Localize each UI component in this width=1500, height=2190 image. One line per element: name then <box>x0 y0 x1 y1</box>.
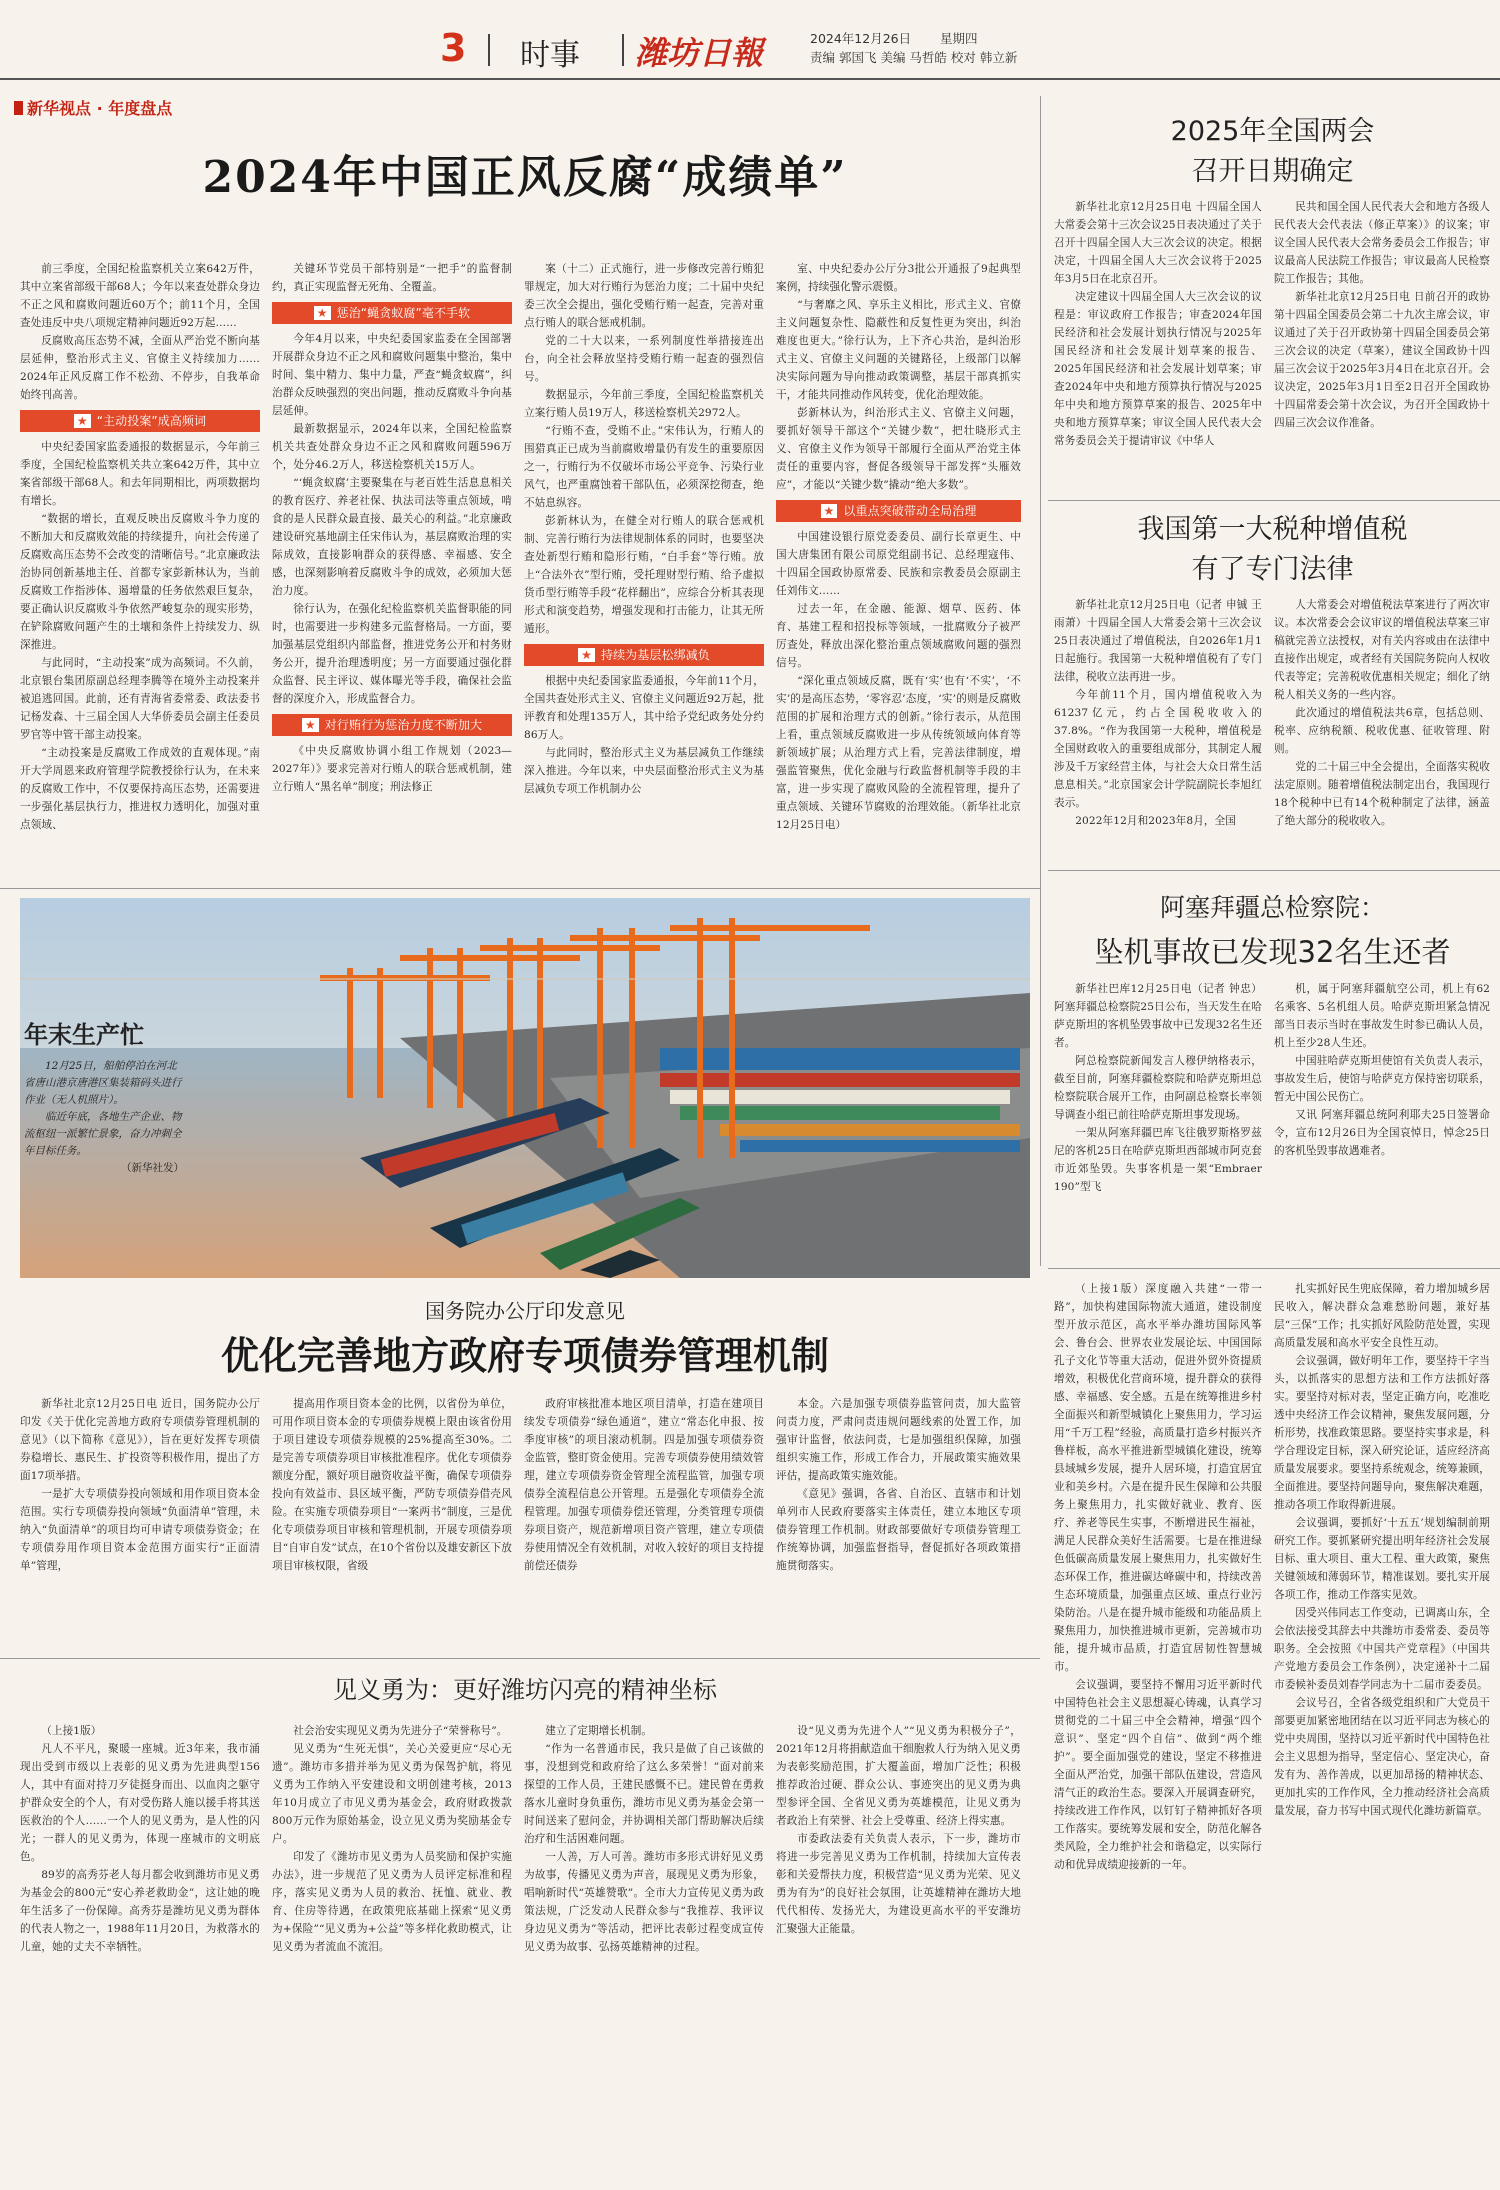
paragraph: 中央纪委国家监委通报的数据显示，今年前三季度，全国纪检监察机关共立案642万件，其中立案省部级干部68人。和去年同期相比，两项数据均有增长。 <box>20 441 260 507</box>
paragraph: （上接1版）深度融入共建“一带一路”，加快构建国际物流大通道，建设制度型开放示范区，高水平举办潍坊国际风筝会、鲁台会、世界农业发展论坛、中国国际孔子文化节等重大活动，促进外贸外资提质增效，积极优化营商环境，提升群众的获得感、幸福感、安全感。五是在统筹推进乡村全面振兴和新型城镇化上聚焦用力，学习运用“千万工程”经验，高质量打造乡村振兴齐鲁样板，高水平推进新型城镇化建设，统筹县域城乡发展，提升人居环境，打造宜居宜业和美乡村。六是在提升民生保障和公共服务上聚焦用力，扎实做好就业、教育、医疗、养老等民生实事，不断增进民生福祉，满足人民群众美好生活需要。七是在推进绿色低碳高质量发展上聚焦用力，扎实做好生态环保工作，推进碳达峰碳中和，持续改善生态环境质量，加强重点区域、重点行业污染防治。八是在提升城市能级和功能品质上聚焦用力，加快推进城市更新，完善城市功能，提升城市品质，打造宜居韧性智慧城市。 <box>1054 1283 1262 1673</box>
paragraph: “行贿不查，受贿不止。”宋伟认为，行贿人的围猎真正已成为当前腐败增量仍有发生的重要原因之一，行贿行为不仅破坏市场公平竞争、污染行业风气，也严重腐蚀着干部队伍，必须深挖彻查，绝不姑息纵容。 <box>524 425 764 509</box>
paragraph: 党的二十届三中全会提出，全面落实税收法定原则。随着增值税法制定出台，我国现行18个税种中已有14个税种制定了法律，涵盖了绝大部分的税收收入。 <box>1274 761 1490 827</box>
main-col2-body <box>272 330 512 708</box>
hero-col-1 <box>20 1722 260 2182</box>
paragraph: 一是扩大专项债券投向领域和用作项目资本金范围。实行专项债券投向领域“负面清单”管理，未纳入“负面清单”的项目均可申请专项债券资金；在专项债券用作项目资本金范围方面实行“正面清单”管理， <box>20 1488 260 1572</box>
paragraph: “主动投案是反腐败工作成效的直观体现。”南开大学周恩来政府管理学院教授徐行认为，在未来的反腐败工作中，不仅要保持高压态势，还需要进一步强化基层执行力，推进权力透明化，加强对重点领域、 <box>20 747 260 831</box>
paragraph: 关键环节党员干部特别是“一把手”的监督制约，真正实现监督无死角、全覆盖。 <box>272 263 512 293</box>
paragraph: 党的二十大以来，一系列制度性举措接连出台，向全社会释放坚持受贿行贿一起查的强烈信号。 <box>524 335 764 383</box>
bond-col-2 <box>272 1395 512 1645</box>
paragraph: 《中央反腐败协调小组工作规划（2023—2027年）》要求完善对行贿人的联合惩戒机制，建立行贿人“黑名单”制度；刑法修正 <box>272 745 512 793</box>
continued-col-2 <box>1274 1280 1490 2180</box>
paragraph: 徐行认为，在强化纪检监察机关监督职能的同时，也需要进一步构建多元监督格局。一方面，要加强基层党组织内部监督，推进党务公开和村务财务公开，提升治理透明度；另一方面要通过强化群众监督、民主评议、媒体曝光等手段，确保社会监督的深度介入，形成监督合力。 <box>272 603 512 705</box>
paragraph: 扎实抓好民生兜底保障，着力增加城乡居民收入，解决群众急难愁盼问题，兼好基层“三保”工作；扎实抓好风险防范处置，实现高质量发展和高水平安全良性互动。 <box>1274 1283 1490 1349</box>
paragraph: 一人善，万人可善。潍坊市多形式讲好见义勇为故事，传播见义勇为声音，展现见义勇为形象，唱响新时代“英雄赞歌”。全市大力宣传见义勇为政策法规，广泛发动人民群众参与“我推荐、我评议身边见义勇为”等活动，把评比表彰过程变成宣传见义勇为故事、弘扬英雄精神的过程。 <box>524 1851 764 1953</box>
subhead-fly-corruption: ★ 惩治“蝇贪蚁腐”毫不手软 <box>272 302 512 324</box>
paragraph: 民共和国全国人民代表大会和地方各级人民代表大会代表法（修正草案）》的议案；审议全国人民代表大会常务委员会工作报告；审议最高人民法院工作报告；审议最高人民检察院工作报告；其他。 <box>1274 201 1490 285</box>
paragraph: 会议强调，做好明年工作，要坚持干字当头，以抓落实的思想方法和工作方法抓好落实。要坚持对标对表，坚定正确方向，吃准吃透中央经济工作会议精神，聚焦发展问题，分析形势，找准政策思路。要坚持实事求是，科学合理设定目标，深入研究论证，适应经济高质量发展要求。要坚持系统观念，统筹兼顾，全面推进。要坚持问题导向，聚焦解决难题，推动各项工作取得新进展。 <box>1274 1355 1490 1511</box>
caption-body-2: 临近年底，各地生产企业、物流枢纽一派繁忙景象，奋力冲刺全年目标任务。 <box>24 1111 182 1157</box>
headline-line: 阿塞拜疆总检察院： <box>1159 893 1385 922</box>
crash-col-1 <box>1054 980 1262 1250</box>
paragraph: “‘蝇贪蚁腐’主要聚集在与老百姓生活息息相关的教育医疗、养老社保、执法司法等重点领域，啃食的是人民群众最直接、最关心的利益。”北京廉政建设研究基地副主任宋伟认为，基层腐败治理的实际成效，直接影响群众的获得感、幸福感、安全感，也深刻影响着反腐败斗争的成效，必须加大惩治力度。 <box>272 477 512 597</box>
paragraph: 根据中央纪委国家监委通报，今年前11个月，全国共查处形式主义、官僚主义问题近92万起，批评教育和处理135万人，其中给予党纪政务处分约86万人。 <box>524 675 764 741</box>
section-rule <box>0 1658 1040 1659</box>
paragraph: 提高用作项目资本金的比例，以省份为单位，可用作项目资本金的专项债券规模上限由该省份用于项目建设专项债券规模的25%提高至30%。二是完善专项债券项目审核批准程序。优化专项债券额度分配，额好项目融资收益平衡，确保专项债券投向有效益市、县区域平衡，严防专项债券借壳风险。在实施专项债券项目“一案两书”制度，三是优化专项债券项目审核和管理机制，开展专项债券项目“自审自发”试点，在10个省份以及雄安新区下放项目审核权限，省级 <box>272 1398 512 1572</box>
paragraph: 彭新林认为，纠治形式主义、官僚主义问题，要抓好领导干部这个“关键少数”，把壮晓形式主义、官僚主义作为领导干部履行全面从严治党主体责任的重要内容，督促各级领导干部发挥“头雁效应”，才能以“关键少数”撬动“绝大多数”。 <box>776 407 1021 491</box>
vat-law-col-2 <box>1274 596 1490 858</box>
hero-col-3 <box>524 1722 764 2182</box>
paragraph: 市委政法委有关负责人表示，下一步，潍坊市将进一步完善见义勇为工作机制，持续加大宣传表彰和关爱帮扶力度，积极营造“见义勇为光荣、见义勇为有为”的良好社会氛围，让英雄精神在潍坊大地代代相传、发扬光大，为建设更高水平的平安潍坊汇聚强大正能量。 <box>776 1833 1021 1935</box>
main-col2-lead <box>272 260 512 296</box>
vat-law-col-1 <box>1054 596 1262 858</box>
caption-body: 12月25日，船舶停泊在河北省唐山港京唐港区集装箱码头进行作业（无人机照片）。 <box>24 1060 182 1106</box>
paragraph: 会议强调，要坚持不懈用习近平新时代中国特色社会主义思想凝心铸魂，认真学习贯彻党的二十届三中全会精神，增强“四个意识”、坚定“四个自信”、做到“两个维护”。要全面加强党的建设，坚定不移推进全面从严治党，加强干部队伍建设，营造风清气正的政治生态。要深入开展调查研究，持续改进工作作风，以钉钉子精神抓好各项工作落实。要统筹发展和安全，防范化解各类风险，全力维护社会和谐稳定，以实际行动和优异成绩迎接新的一年。 <box>1054 1679 1262 1871</box>
paragraph: “数据的增长，直观反映出反腐败斗争力度的不断加大和反腐败效能的持续提升，向社会传递了反腐败高压态势不会改变的清晰信号。”北京廉政法治协同创新基地主任、首都专家彭新林认为，当前反腐败工作指涉体、遏增量的任务依然艰巨复杂，要正确认识反腐败斗争依然严峻复杂的现实形势，在铲除腐败问题产生的土壤和条件上持续发力、纵深推进。 <box>20 513 260 651</box>
paragraph: 因受兴伟同志工作变动，已调离山东，全会依法接受其辞去中共潍坊市委常委、委员等职务。全会按照《中国共产党章程》（中国共产党地方委员会工作条例），决定递补十二届市委候补委员刘春学同志为十二届市委委员。 <box>1274 1607 1490 1691</box>
paragraph: 凡人不平凡，聚暖一座城。近3年来，我市涌现出受到市级以上表彰的见义勇为先进典型156人，其中有面对持刀歹徒挺身而出、以血肉之躯守护群众安全的个人，有对受伤路人施以援手将其送医救治的个人……一个人的见义勇为，是人性的闪光；一群人的见义勇为，体现一座城市的文明底色。 <box>20 1743 260 1863</box>
subhead-key-areas: ★ 以重点突破带动全局治理 <box>776 500 1021 522</box>
paragraph: 室、中央纪委办公厅分3批公开通报了9起典型案例，持续强化警示震慑。 <box>776 263 1021 293</box>
photo-caption <box>24 1018 184 1177</box>
paragraph: “深化重点领域反腐，既有‘实’也有‘不实’，‘不实’的是高压态势，‘零容忍’态度，‘实’的则是反腐败范围的扩展和治理方式的创新。”徐行表示，从范围上看，重点领域反腐败进一步从传统领域向体育等新领域扩展；从治理方式上看，完善法律制度，增强监管聚焦，优化金融与行政监督机制等手段的丰富，进一步实现了腐败风险的全流程管理，提升了重点领域、关键环节腐败的治理效能。（新华社北京12月25日电） <box>776 675 1021 831</box>
paragraph: 本金。六是加强专项债券监管问责，加大监管问责力度，严肃问责违规问题线索的处置工作，加强审计监督，依法问责，七是加强组织保障，加强组织实施工作，形成工作合力，开展政策实施效果评估，提高政策实施效能。 <box>776 1398 1021 1482</box>
crash-headline <box>1050 888 1495 976</box>
main-col1-lead <box>20 260 260 404</box>
masthead <box>420 22 1500 78</box>
paragraph: 设“见义勇为先进个人”“见义勇为积极分子”，2021年12月将捐献造血干细胞救人行为纳入见义勇为表彰奖励范围，扩大覆盖面，增加广泛性；积极推荐政治过硬、群众公认、事迹突出的见义勇为典型参评全国、全省见义勇为英雄模范，让见义勇为者政治上有荣誉、社会上受尊重、经济上得实惠。 <box>776 1725 1021 1827</box>
hero-col-4 <box>776 1722 1021 2182</box>
continued-col-1 <box>1054 1280 1262 2180</box>
paragraph: 政府审核批准本地区项目清单，打造在建项目续发专项债券“绿色通道”，建立“常态化申报、按季度审核”的项目滚动机制。四是加强专项债券资金监管，整盯资金使用。完善专项债券使用绩效管理，建立专项债券资金管理全流程监管，加强专项债券全流程信息公开管理。五是强化专项债券全流程管理。加强专项债券偿还管理，分类管理专项债券项目资产，规范新增项目资产管理，建立专项债券使用情况全有效机制，对收入较好的项目支持提前偿还债券 <box>524 1398 764 1572</box>
paragraph: “与奢靡之风、享乐主义相比，形式主义、官僚主义问题复杂性、隐蔽性和反复性更为突出，纠治难度也更大。”徐行认为，上下齐心共治，是纠治形式主义、官僚主义问题的关键路径，上级部门以解决实际问题为导向推动政策调整，基层干部真抓实干，才能共同推动作风转变，优化治理效能。 <box>776 299 1021 401</box>
paragraph: 见义勇为“生死无惧”，关心关爱更应“尽心无遗”。潍坊市多措并举为见义勇为保驾护航，将见义勇为工作纳入平安建设和文明创建考核，2013年10月成立了市见义勇为基金会，政府财政拨款800万元作为原始基金，设立见义勇为奖励基金专户。 <box>272 1743 512 1845</box>
paragraph: 《意见》强调，各省、自治区、直辖市和计划单列市人民政府要落实主体责任，建立本地区专项债券管理工作机制。财政部要做好专项债券管理工作统筹协调，加强监督指导，督促抓好各项政策措施贯彻落实。 <box>776 1488 1021 1572</box>
paragraph: 与此同时，“主动投案”成为高频词。不久前，北京银台集团原副总经理李腾等在境外主动投案并被追逃回国。此前，还有青海省委常委、政法委书记杨发森、十三届全国人大华侨委员会副主任委员罗官等中管干部主动投案。 <box>20 657 260 741</box>
two-sessions-col-1 <box>1054 198 1262 490</box>
section-rule <box>1048 870 1500 871</box>
paragraph: 与此同时，整治形式主义为基层减负工作继续深入推进。今年以来，中央层面整治形式主义为基层减负专项工作机制办公 <box>524 747 764 795</box>
paragraph: 最新数据显示，2024年以来，全国纪检监察机关共查处群众身边不正之风和腐败问题596万个，处分46.2万人，移送检察机关15万人。 <box>272 423 512 471</box>
caption-credit: （新华社发） <box>121 1162 184 1174</box>
main-col2-tail <box>272 742 512 796</box>
port-photo <box>20 898 1030 1278</box>
main-col3-body <box>524 260 764 638</box>
issue-weekday: 星期四 <box>940 31 978 46</box>
paragraph: 又讯 阿塞拜疆总统阿利耶夫25日签署命令，宣布12月26日为全国哀悼日，悼念25日的客机坠毁事故遇难者。 <box>1274 1109 1490 1157</box>
subhead-grassroots: ★ 持续为基层松绑减负 <box>524 644 764 666</box>
photo-top-rule <box>0 888 1040 889</box>
kicker-label <box>14 96 172 122</box>
kicker-text: 新华视点 · 年度盘点 <box>27 99 173 118</box>
main-col4-tail <box>776 528 1021 834</box>
paragraph: 阿总检察院新闻发言人穆伊纳格表示，截至目前，阿塞拜疆检察院和哈萨克斯坦总检察院联合展开工作，由阿副总检察长率领导调查小组已前往哈萨克斯坦事发现场。 <box>1054 1055 1262 1121</box>
paragraph: 中国驻哈萨克斯坦使馆有关负责人表示，事故发生后，使馆与哈萨克方保持密切联系，暂无中国公民伤亡。 <box>1274 1055 1490 1103</box>
right-column-divider <box>1040 96 1041 1266</box>
main-col4-body <box>776 260 1021 494</box>
subhead-bribery: ★ 对行贿行为惩治力度不断加大 <box>272 714 512 736</box>
paragraph: 此次通过的增值税法共6章，包括总则、税率、应纳税额、税收优惠、征收管理、附则。 <box>1274 707 1490 755</box>
paragraph: 新华社北京12月25日电（记者 申铖 王雨萧）十四届全国人大常委会第十三次会议25日表决通过了增值税法，自2026年1月1日起施行。我国第一大税种增值税有了专门法律，税收立法再进一步。 <box>1054 599 1262 683</box>
bond-col-3 <box>524 1395 764 1645</box>
hero-headline: 见义勇为：更好潍坊闪亮的精神坐标 <box>333 1676 717 1704</box>
paragraph: 建立了定期增长机制。 <box>545 1725 653 1737</box>
paragraph: 今年前11个月，国内增值税收入为61237亿元，约占全国税收收入的37.8%。“作为我国第一大税种，增值税是全国财政收入的重要组成部分，其制定人履涉及千万家经营主体，与社会大众日常生活息息相关。”北京国家会计学院副院长李旭红表示。 <box>1054 689 1262 809</box>
paragraph: （上接1版） <box>41 1725 102 1737</box>
subhead-active-surrender: ★ “主动投案”成高频词 <box>20 410 260 432</box>
bond-col-4 <box>776 1395 1021 1645</box>
headline-line: 坠机事故已发现32名生还者 <box>1094 935 1451 969</box>
paragraph: 彭新林认为，在健全对行贿人的联合惩戒机制、完善行贿行为法律规制体系的同时，也要坚决查处新型行贿和隐形行贿，“白手套”等行贿。放上“合法外衣”型行贿，受托理财型行贿、给予虚拟货币型行贿等手段“花样翻出”，应综合分析其表现形式和演变趋势，增强发现和打击能力，让其无所遁形。 <box>524 515 764 635</box>
section-rule <box>1048 1268 1500 1269</box>
issue-date: 2024年12月26日 <box>810 31 912 46</box>
paragraph: 今年4月以来，中央纪委国家监委在全国部署开展群众身边不正之风和腐败问题集中整治，集中时间、集中精力、集中力量，严查“蝇贪蚁腐”，纠治群众反映强烈的突出问题，推动反腐败斗争向基层延伸。 <box>272 333 512 417</box>
paragraph: 会议号召，全省各级党组织和广大党员干部要更加紧密地团结在以习近平同志为核心的党中央周围，坚持以习近平新时代中国特色社会主义思想为指导，坚定信心、坚定决心，奋发有为、善作善成，以更加昂扬的精神状态、更加扎实的工作作风，全力推动经济社会高质量发展，奋力书写中国式现代化潍坊新篇章。 <box>1274 1697 1490 1817</box>
paragraph: 社会治安实现见义勇为先进分子“荣誉称号”。 <box>293 1725 508 1737</box>
masthead-divider <box>622 34 624 66</box>
main-col-4 <box>776 260 1021 878</box>
headline-line: 我国第一大税种增值税 <box>1137 514 1408 545</box>
paragraph: 数据显示，今年前三季度，全国纪检监察机关立案行贿人员19万人，移送检察机关2972人。 <box>524 389 764 419</box>
vat-law-headline <box>1050 510 1495 590</box>
paragraph: 2022年12月和2023年8月，全国 <box>1075 815 1236 827</box>
page-number: 3 <box>440 26 467 70</box>
main-col1-body <box>20 438 260 834</box>
newspaper-logo: 潍坊日報 <box>635 34 764 72</box>
paragraph: 新华社北京12月25日电 日前召开的政协第十四届全国委员会第二十九次主席会议，审议通过了关于召开政协第十四届全国委员会第三次会议的决定（草案），建议全国政协十四届三次会议于2025年3月4日在北京召开。会议决定，2025年3月1日至2日召开全国政协十四届常委会第十次会议，为召开全国政协十四届三次会议作准备。 <box>1274 291 1490 429</box>
bond-col-1 <box>20 1395 260 1645</box>
paragraph: 人大常委会对增值税法草案进行了两次审议。本次常委会会议审议的增值税法草案三审稿就完善立法授权，对有关内容或由在法律中直接作出规定，或者经有关国院务院向人权收代表等定；完善税收优惠相关规定；细化了纳税人相关义务的一些内容。 <box>1274 599 1490 701</box>
paragraph: 会议强调，要抓好‘十五五’规划编制前期研究工作。要抓紧研究提出明年经济社会发展目标、重大项目、重大工程、重大政策，聚焦关键领域和薄弱环节，精准谋划。要扎实开展各项工作，推动工作落实见效。 <box>1274 1517 1490 1601</box>
paragraph: 反腐败高压态势不减，全面从严治党不断向基层延伸，整治形式主义、官僚主义持续加力……2024年正风反腐工作不松劲、不停步，自我革命始终刊高善。 <box>20 335 260 401</box>
paragraph: 中国建设银行原党委委员、副行长章更生、中国大唐集团有限公司原党组副书记、总经理寇伟、十四届全国政协原常委、民族和宗教委员会原副主任刘伟文…… <box>776 531 1021 597</box>
headline-line: 有了专门法律 <box>1191 554 1354 585</box>
two-sessions-col-2 <box>1274 198 1490 490</box>
paragraph: 89岁的高秀芬老人每月都会收到潍坊市见义勇为基金会的800元“安心养老救助金”，这让她的晚年生活多了一份保障。高秀芬是潍坊见义勇为群体的代表人物之一，1988年11月20日，为救落水的儿童，她的丈夫不幸牺牲。 <box>20 1869 260 1953</box>
section-rule <box>1048 500 1500 501</box>
paragraph: 前三季度，全国纪检监察机关立案642万件，其中立案省部级干部68人；今年以来查处群众身边不正之风和腐败问题近60万个；前11个月，全国查处违反中央八项规定精神问题近92万起…… <box>20 263 260 329</box>
headline-line: 2025年全国两会 <box>1170 116 1375 147</box>
two-sessions-headline <box>1050 112 1495 192</box>
paragraph: 新华社巴库12月25日电（记者 钟忠）阿塞拜疆总检察院25日公布，当天发生在哈萨克斯坦的客机坠毁事故中已发现32名生还者。 <box>1054 983 1262 1049</box>
paragraph: 新华社北京12月25日电 近日，国务院办公厅印发《关于优化完善地方政府专项债券管理机制的意见》（以下简称《意见》），旨在更好发挥专项债券稳增长、惠民生、扩投资等积极作用，提出了方面17项举措。 <box>20 1398 260 1482</box>
main-col3-tail <box>524 672 764 798</box>
paragraph: 印发了《潍坊市见义勇为人员奖励和保护实施办法》，进一步规范了见义勇为人员评定标准和程序，落实见义勇为人员的救治、抚恤、就业、教育、住房等待遇，在政策兜底基础上探索“见义勇为+保险”“见义勇为+公益”等多样化救助模式，让见义勇为者流血不流泪。 <box>272 1851 512 1953</box>
kicker-mark <box>14 101 23 115</box>
paragraph: 过去一年，在金融、能源、烟草、医药、体育、基建工程和招投标等领域，一批腐败分子被严厉查处，释放出深化整治重点领域腐败问题的强烈信号。 <box>776 603 1021 669</box>
crash-col-2 <box>1274 980 1490 1250</box>
header-rule <box>0 78 1500 80</box>
hero-col-2 <box>272 1722 512 2182</box>
paragraph: 案（十二）正式施行，进一步修改完善行贿犯罪规定，加大对行贿行为惩治力度；二十届中央纪委三次全会提出，强化受贿行贿一起查，完善对重点行贿人的联合惩戒机制。 <box>524 263 764 329</box>
caption-title: 年末生产忙 <box>24 1020 144 1049</box>
headline-line: 召开日期确定 <box>1191 156 1354 187</box>
masthead-divider <box>488 34 490 66</box>
main-col-2 <box>272 260 512 878</box>
paragraph: 机，属于阿塞拜疆航空公司，机上有62名乘客、5名机组人员。哈萨克斯坦紧急情况部当日表示当时在事故发生时参已确认人员，机上至少28人生还。 <box>1274 983 1490 1049</box>
paragraph: “作为一名普通市民，我只是做了自己该做的事，没想到党和政府给了这么多荣誉！”面对前来探望的工作人员，王建民感慨不已。建民曾在勇救落水儿童时身负重伤，潍坊市见义勇为基金会第一时间送来了慰问金，并协调相关部门帮助解决后续治疗和生活困难问题。 <box>524 1743 764 1845</box>
editor-credits: 责编 郭国飞 美编 马哲皓 校对 韩立新 <box>810 50 1018 65</box>
paragraph: 一架从阿塞拜疆巴库飞往俄罗斯格罗兹尼的客机25日在哈萨克斯坦西部城市阿克套市近郊坠毁。失事客机是一架“Embraer 190”型飞 <box>1054 1127 1262 1193</box>
main-col-3 <box>524 260 764 878</box>
main-col-1 <box>20 260 260 878</box>
paragraph: 新华社北京12月25日电 十四届全国人大常委会第十三次会议25日表决通过了关于召开十四届全国人大三次会议的决定。根据决定，十四届全国人大三次会议将于2025年3月5日在北京召开。 <box>1054 201 1262 285</box>
main-headline: 2024年中国正风反腐“成绩单” <box>202 152 848 203</box>
paragraph: 决定建议十四届全国人大三次会议的议程是：审议政府工作报告；审查2024年国民经济和社会发展计划执行情况与2025年国民经济和社会发展计划草案的报告、2025年国民经济和社会发展计划草案；审查2024年中央和地方预算执行情况与2025年中央和地方预算草案的报告、2025年中央和地方预算草案；审议全国人民代表大会常务委员会关于提请审议《中华人 <box>1054 291 1262 447</box>
section-name: 时事 <box>520 38 580 73</box>
bond-headline: 优化完善地方政府专项债券管理机制 <box>220 1333 829 1378</box>
bond-kicker: 国务院办公厅印发意见 <box>425 1299 625 1323</box>
